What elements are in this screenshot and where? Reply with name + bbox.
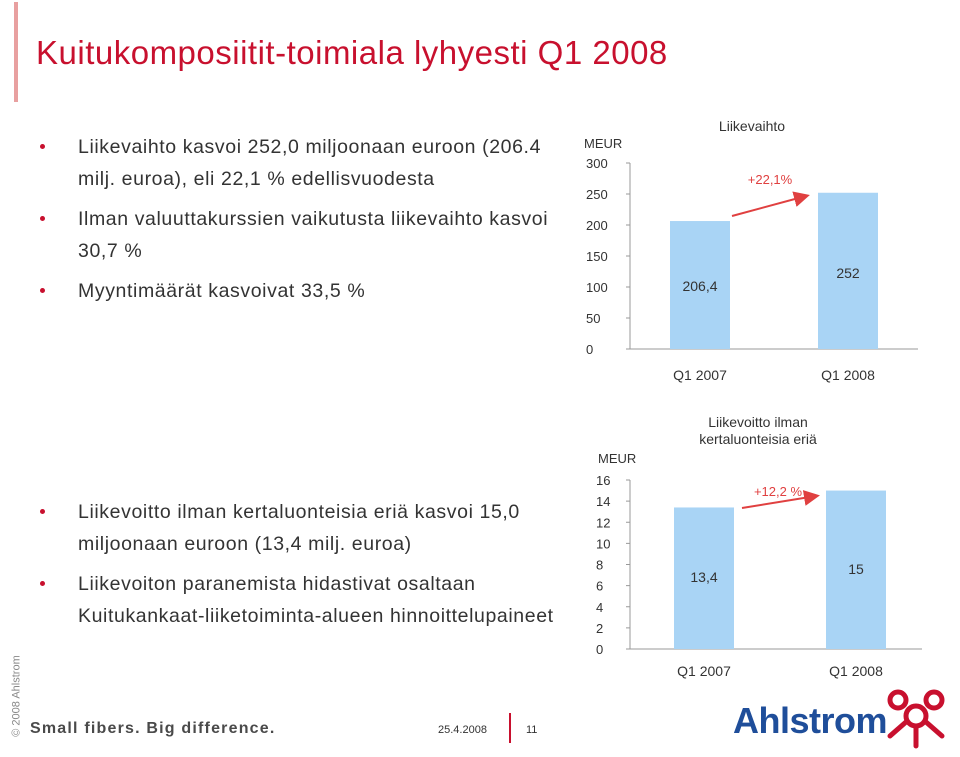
copyright-text: © 2008 Ahlstrom <box>10 655 23 737</box>
y-tick-label: 6 <box>596 578 604 594</box>
y-tick-label: 8 <box>596 557 604 573</box>
bar-value-label: 13,4 <box>690 569 718 585</box>
y-tick-label: 12 <box>596 515 611 531</box>
bullet-list-top <box>36 131 556 315</box>
bullet-text: Ilman valuuttakurssien vaikutusta liikevaihto kasvoi 30,7 % <box>78 208 549 262</box>
growth-annotation: +12,2 % <box>753 484 803 499</box>
x-tick-label: Q1 2007 <box>677 663 731 679</box>
y-tick-label: 4 <box>596 599 604 615</box>
y-tick-label: 200 <box>586 218 608 233</box>
bullet-text: Liikevoiton paranemista hidastivat osaltaan Kuitukankaat-liiketoiminta-alueen hinnoittelupaineet <box>78 573 554 627</box>
x-tick-label: Q1 2008 <box>829 663 883 679</box>
chart-title: kertaluonteisia eriä <box>699 431 817 447</box>
bullet-item <box>36 568 556 632</box>
y-tick-label: 50 <box>586 311 601 326</box>
y-tick-label: 100 <box>586 280 608 295</box>
footer-separator <box>509 713 511 743</box>
bar-value-label: 15 <box>848 561 864 577</box>
y-tick-label: 14 <box>596 494 611 510</box>
bullet-text: Liikevaihto kasvoi 252,0 miljoonaan euroon (206.4 milj. euroa), eli 22,1 % edellisvuodesta <box>78 136 542 190</box>
y-tick-label: 0 <box>596 642 604 657</box>
chart-title: Liikevoitto ilman <box>708 414 808 430</box>
bullet-dot-icon <box>40 216 45 221</box>
footer-slogan: Small fibers. Big difference. <box>30 720 276 737</box>
y-tick-label: 10 <box>596 536 611 552</box>
accent-bar <box>14 2 18 102</box>
page-number: 11 <box>526 724 538 736</box>
bullet-text: Myyntimäärät kasvoivat 33,5 % <box>78 280 366 302</box>
bullet-text: Liikevoitto ilman kertaluonteisia eriä kasvoi 15,0 miljoonaan euroon (13,4 milj. euroa) <box>78 501 520 555</box>
y-tick-label: 0 <box>586 342 594 357</box>
y-axis-label: MEUR <box>598 451 637 466</box>
bullet-list-bottom <box>36 496 556 640</box>
slide-title: Kuitukomposiitit-toimiala lyhyesti Q1 2008 <box>36 34 668 71</box>
footer-date: 25.4.2008 <box>438 724 487 736</box>
y-tick-label: 2 <box>596 620 604 636</box>
y-tick-label: 300 <box>586 156 608 171</box>
bullet-item <box>36 275 556 307</box>
bullet-item <box>36 203 556 267</box>
ahlstrom-logo-icon <box>880 688 952 750</box>
y-tick-label: 250 <box>586 187 608 202</box>
x-tick-label: Q1 2008 <box>821 367 875 383</box>
x-tick-label: Q1 2007 <box>673 367 727 383</box>
bullet-item <box>36 131 556 195</box>
y-tick-label: 150 <box>586 249 608 264</box>
growth-annotation: +22,1% <box>747 172 793 187</box>
bullet-dot-icon <box>40 288 45 293</box>
revenue-chart <box>580 108 920 393</box>
y-axis-label: MEUR <box>584 136 623 151</box>
bullet-item <box>36 496 556 560</box>
bar-value-label: 206,4 <box>682 278 718 294</box>
bullet-dot-icon <box>40 509 45 514</box>
growth-arrow <box>732 196 806 216</box>
bullet-dot-icon <box>40 144 45 149</box>
bar-value-label: 252 <box>836 265 860 281</box>
chart-title: Liikevaihto <box>718 118 786 134</box>
ahlstrom-logo-text: Ahlstrom <box>733 700 888 741</box>
y-tick-label: 16 <box>596 473 611 488</box>
bullet-dot-icon <box>40 581 45 586</box>
operating-profit-chart <box>586 410 926 695</box>
